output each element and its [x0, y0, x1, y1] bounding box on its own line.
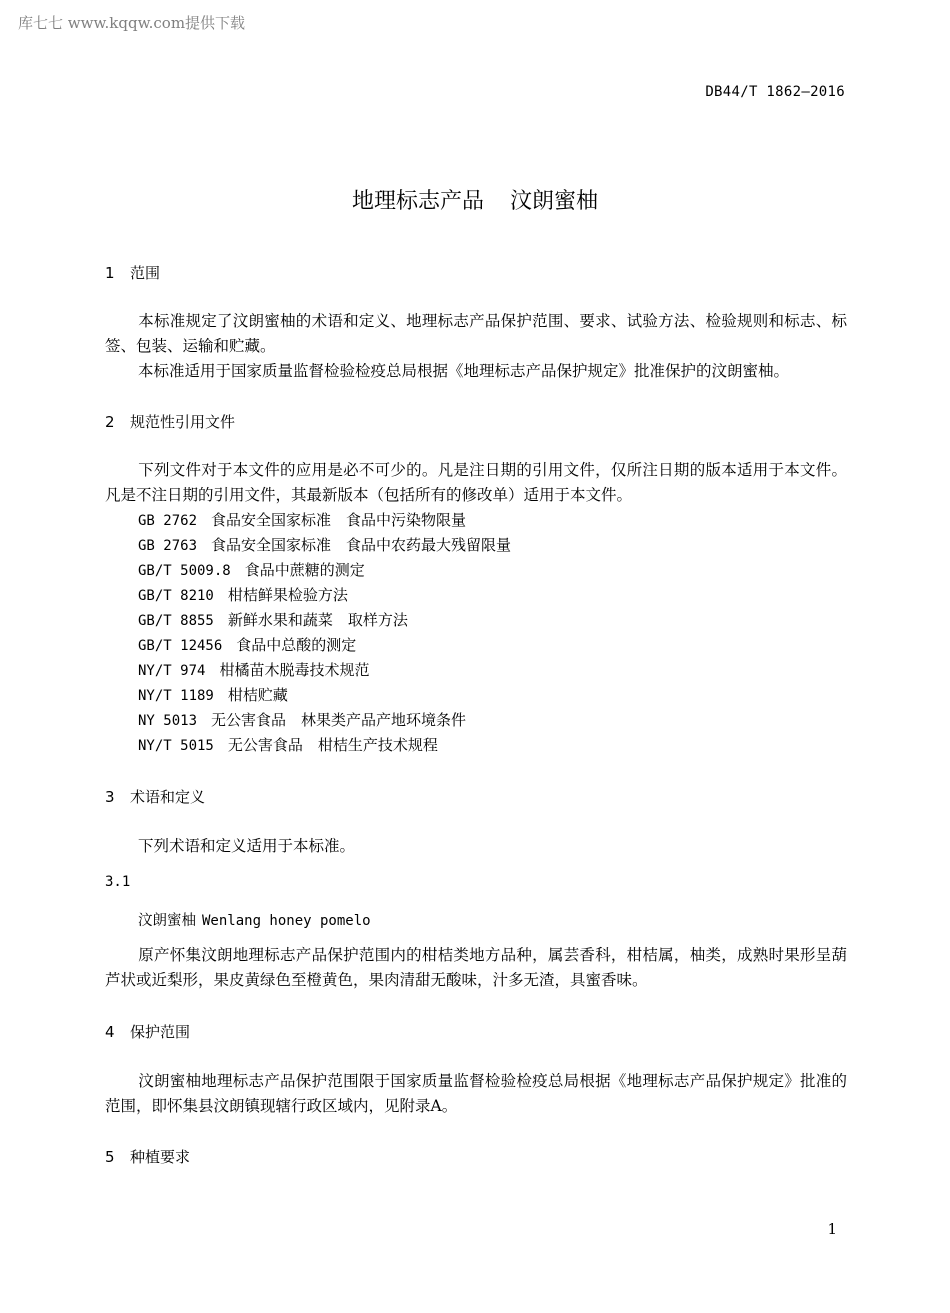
reference-item: [138, 708, 511, 733]
section-1-paragraph-2: [105, 359, 847, 384]
reference-code: NY/T 974: [138, 663, 206, 679]
reference-item: [138, 683, 511, 708]
reference-code: GB/T 12456: [138, 638, 223, 654]
section-4-heading: [105, 1021, 190, 1042]
section-title: 术语和定义: [130, 788, 206, 806]
reference-name: 食品中蔗糖的测定: [244, 561, 365, 579]
document-title: [0, 184, 950, 215]
paragraph-text: 汶朗蜜柚地理标志产品保护范围限于国家质量监督检验检疫总局根据《地理标志产品保护规定》批准的范围，即怀集县汶朗镇现辖行政区域内，见附录A。: [105, 1072, 847, 1115]
reference-name: 柑桔贮藏: [227, 686, 288, 704]
reference-name: 柑桔鲜果检验方法: [227, 586, 348, 604]
reference-code: NY/T 1189: [138, 688, 214, 704]
reference-item: [138, 658, 511, 683]
reference-code: NY/T 5015: [138, 738, 214, 754]
term-heading: [138, 909, 371, 930]
reference-item: [138, 583, 511, 608]
paragraph-text: 原产怀集汶朗地理标志产品保护范围内的柑桔类地方品种，属芸香科，柑桔属，柚类，成熟时果形呈葫芦状或近梨形，果皮黄绿色至橙黄色，果肉清甜无酸味，汁多无渣，具蜜香味。: [105, 946, 847, 989]
paragraph-text: 下列文件对于本文件的应用是必不可少的。凡是注日期的引用文件，仅所注日期的版本适用于本文件。凡是不注日期的引用文件，其最新版本（包括所有的修改单）适用于本文件。: [105, 461, 847, 504]
reference-code: GB 2762: [138, 513, 198, 529]
reference-list: [138, 508, 511, 758]
reference-name: 食品中总酸的测定: [236, 636, 357, 654]
term-english: Wenlang honey pomelo: [202, 913, 371, 929]
reference-code: NY 5013: [138, 713, 198, 729]
section-2-heading: [105, 411, 235, 432]
section-3-paragraph-1: 下列术语和定义适用于本标准。: [138, 837, 356, 855]
reference-code: GB 2763: [138, 538, 198, 554]
section-number: 5: [105, 1148, 115, 1166]
watermark-text: 库七七 www.kqqw.com提供下载: [18, 14, 246, 32]
paragraph-text: 本标准适用于国家质量监督检验检疫总局根据《地理标志产品保护规定》批准保护的汶朗蜜柚。: [138, 362, 790, 380]
section-4-paragraph-1: [105, 1069, 847, 1119]
reference-name: 无公害食品 林果类产品产地环境条件: [211, 711, 467, 729]
reference-item: [138, 558, 511, 583]
section-number: 1: [105, 264, 115, 282]
page-number: 1: [827, 1220, 837, 1238]
reference-item: [138, 533, 511, 558]
term-definition: [105, 943, 847, 993]
title-part-1: 地理标志产品: [351, 189, 484, 214]
reference-item: [138, 608, 511, 633]
section-5-heading: [105, 1146, 190, 1167]
section-title: 规范性引用文件: [130, 413, 236, 431]
reference-name: 柑橘苗木脱毒技术规范: [219, 661, 370, 679]
section-number: 2: [105, 413, 115, 431]
reference-code: GB/T 5009.8: [138, 563, 231, 579]
subsection-3-1-number: 3.1: [105, 874, 131, 890]
section-1-heading: [105, 262, 160, 283]
section-title: 范围: [130, 264, 161, 282]
section-3-heading: [105, 786, 205, 807]
section-2-paragraph-1: [105, 458, 847, 508]
reference-item: [138, 733, 511, 758]
section-title: 种植要求: [130, 1148, 191, 1166]
reference-name: 新鲜水果和蔬菜 取样方法: [227, 611, 408, 629]
title-part-2: 汶朗蜜柚: [510, 189, 599, 214]
reference-item: [138, 633, 511, 658]
paragraph-text: 本标准规定了汶朗蜜柚的术语和定义、地理标志产品保护范围、要求、试验方法、检验规则和标志、标签、包装、运输和贮藏。: [105, 312, 847, 355]
section-1-paragraph-1: [105, 309, 847, 359]
reference-name: 无公害食品 柑桔生产技术规程: [227, 736, 438, 754]
section-title: 保护范围: [130, 1023, 191, 1041]
reference-code: GB/T 8210: [138, 588, 214, 604]
section-number: 3: [105, 788, 115, 806]
term-chinese: 汶朗蜜柚: [138, 913, 196, 929]
standard-code: DB44/T 1862—2016: [705, 84, 845, 100]
reference-name: 食品安全国家标准 食品中污染物限量: [211, 511, 467, 529]
reference-code: GB/T 8855: [138, 613, 214, 629]
section-number: 4: [105, 1023, 115, 1041]
reference-item: [138, 508, 511, 533]
reference-name: 食品安全国家标准 食品中农药最大残留限量: [211, 536, 512, 554]
